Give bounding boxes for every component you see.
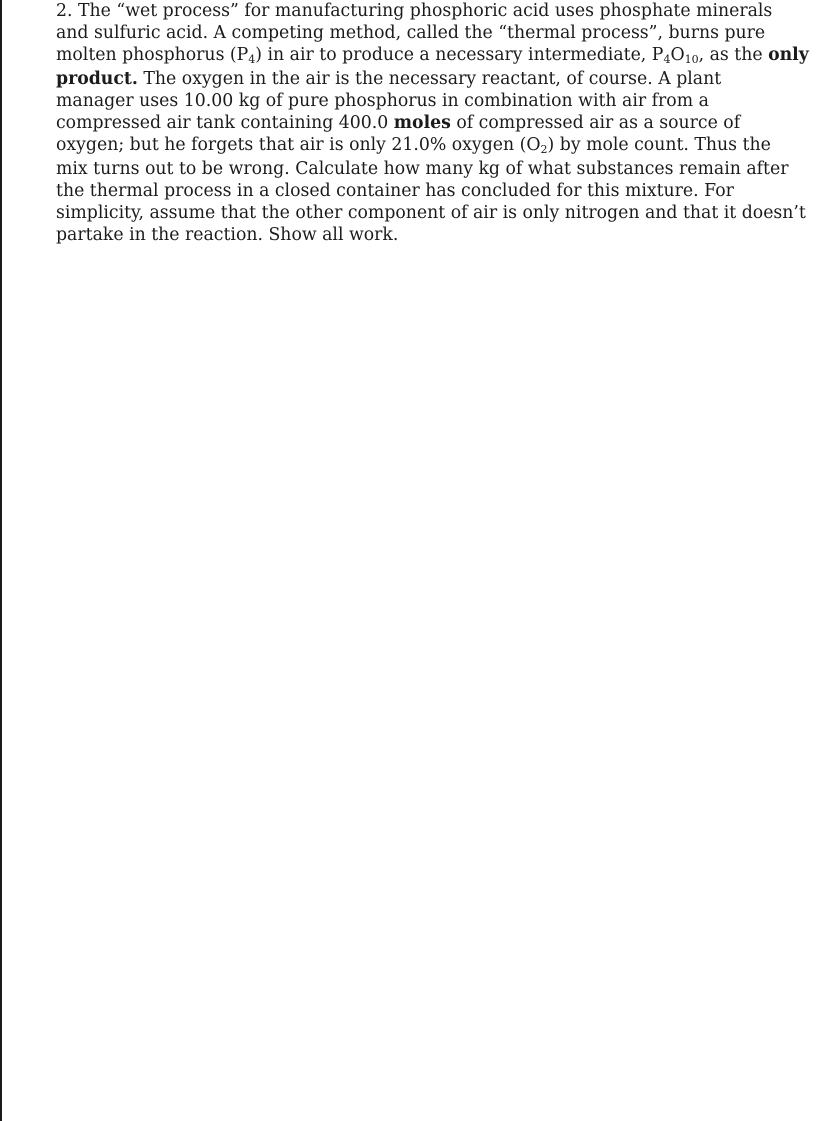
text-segment: molten phosphorus (P [56,45,249,65]
text-line [56,202,826,224]
text-line [56,90,826,112]
text-line [56,180,826,202]
subscript: 4 [248,53,256,66]
text-segment: , as the [698,45,769,65]
subscript: 4 [663,53,671,66]
text-segment: manager uses 10.00 kg of pure phosphorus in combination with air from a [56,91,709,111]
subscript: 2 [540,143,548,156]
text-segment: O [670,45,685,65]
question-text [56,0,826,246]
text-segment: The oxygen in the air is the necessary reactant, of course. A plant [137,69,722,89]
scan-edge [0,0,2,1121]
emphasis: product. [56,69,138,89]
text-segment: compressed air tank containing 400.0 [56,113,394,133]
text-segment: oxygen; but he forgets that air is only 21.0% oxygen (O [56,135,541,155]
text-segment: and sulfuric acid. A competing method, called the “thermal process”, burns pure [56,23,766,43]
text-line [56,0,826,22]
text-segment: ) by mole count. Thus the [547,135,771,155]
text-line [56,112,826,134]
text-line [56,68,826,90]
text-segment: the thermal process in a closed container has concluded for this mixture. For [56,181,734,201]
text-segment: ) in air to produce a necessary intermediate, P [255,45,664,65]
text-segment: of compressed air as a source of [450,113,741,133]
text-line [56,224,826,246]
text-line [56,158,826,180]
text-line [56,22,826,44]
text-segment: partake in the reaction. Show all work. [56,225,399,245]
text-line [56,134,826,158]
text-segment: 2. The “wet process” for manufacturing phosphoric acid uses phosphate minerals [56,1,773,21]
text-line [56,44,826,68]
emphasis: only [768,45,809,65]
emphasis: moles [393,113,451,133]
subscript: 10 [684,53,699,66]
text-segment: mix turns out to be wrong. Calculate how many kg of what substances remain after [56,159,789,179]
text-segment: simplicity, assume that the other component of air is only nitrogen and that it doesn’t [56,203,806,223]
